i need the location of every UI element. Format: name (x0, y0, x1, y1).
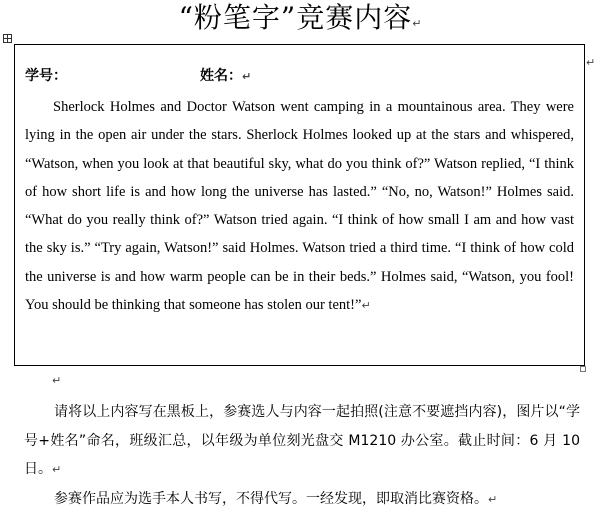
notice-text-1: 请将以上内容写在黑板上，参赛选人与内容一起拍照(注意不要遮挡内容)，图片以“学号+姓名”命名，班级汇总，以年级为单位刻光盘交 M1210 办公室。截止时间：6 月 10 日。 (24, 404, 580, 477)
paragraph-mark-icon: ↵ (412, 17, 423, 30)
content-text-box[interactable] (14, 44, 585, 366)
title-text: “粉笔字”竞赛内容 (178, 1, 413, 34)
resize-handle-icon[interactable] (580, 366, 586, 372)
story-paragraph (25, 93, 574, 320)
paragraph-mark-icon: ↵ (586, 56, 596, 69)
empty-paragraph-mark-icon: ↵ (52, 374, 62, 387)
document-title (0, 0, 601, 42)
table-move-handle-icon[interactable] (3, 34, 12, 43)
paragraph-mark-icon: ↵ (488, 492, 498, 506)
notice-text-2: 参赛作品应为选手本人书写，不得代写。一经发现，即取消比赛资格。 (54, 490, 488, 507)
story-text: Sherlock Holmes and Doctor Watson went camping in a mountainous area. They were lying in the open air under the stars. Sherlock Holmes looked up at the stars and whispered, “Watson, when you look at that beautiful sky, what do you think of?” Watson replied, “I think of how short life is and how long the universe has lasted.” “No, no, Watson!” Holmes said. “What do you really think of?” Watson tried again. “I think of how small I am and how vast the sky is.” “Try again, Watson!” said Holmes. Watson tried a third time. “I think of how cold the universe is and how warm people can be in their beds.” Holmes said, “Watson, you fool! You should be thinking that someone has stolen our tent!” (25, 99, 574, 314)
name-label: 姓名： (200, 68, 242, 84)
notice-paragraph-1 (24, 398, 580, 485)
student-info-row (25, 65, 574, 87)
notice-paragraph-2 (24, 485, 580, 515)
paragraph-mark-icon: ↵ (242, 70, 252, 83)
notice-section (24, 398, 580, 514)
student-id-label: 学号： (25, 68, 67, 84)
paragraph-mark-icon: ↵ (361, 299, 371, 313)
name-field-wrapper (200, 65, 251, 88)
paragraph-mark-icon: ↵ (52, 463, 62, 476)
